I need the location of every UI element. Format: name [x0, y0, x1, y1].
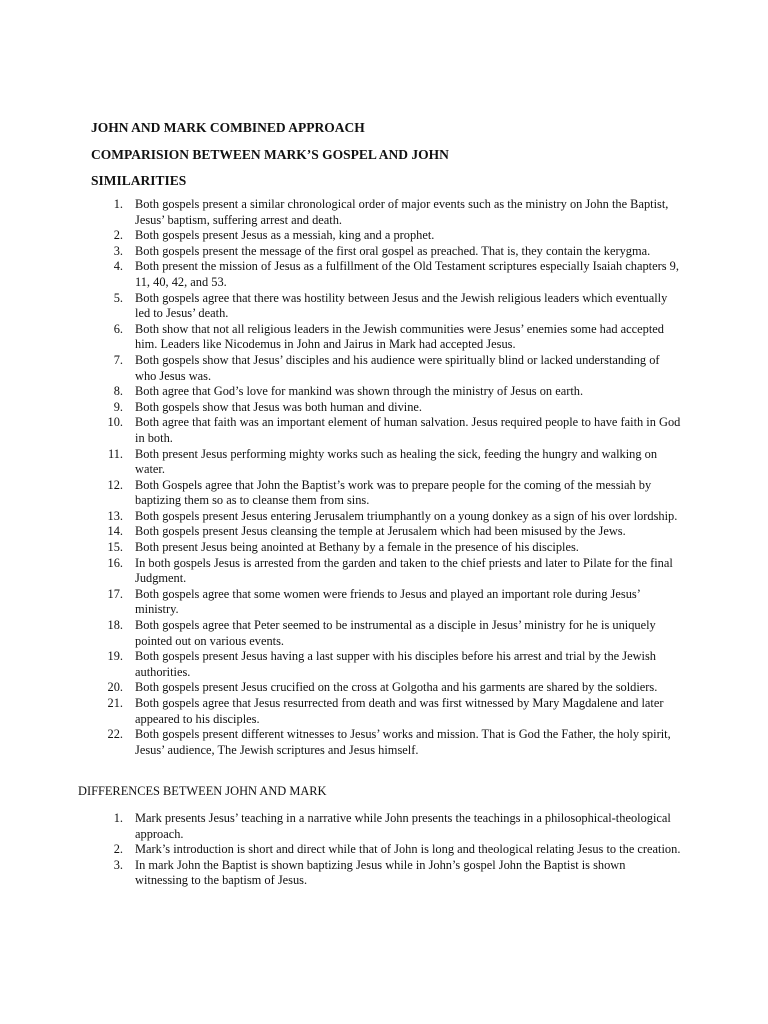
list-item: [91, 447, 681, 478]
list-item-number: 17.: [107, 586, 123, 601]
list-item: [91, 415, 681, 446]
list-item-number: 4.: [113, 259, 123, 274]
list-item: [91, 509, 681, 525]
section-heading-similarities: SIMILARITIES: [91, 173, 187, 188]
similarities-list: [91, 197, 681, 758]
list-item-text: Both present Jesus being anointed at Bethany by a female in the presence of his disciples.: [135, 540, 579, 555]
list-item-text: Both gospels present Jesus as a messiah, king and a prophet.: [135, 228, 435, 243]
list-item-number: 19.: [107, 649, 123, 664]
list-item: [91, 587, 681, 618]
list-item: [91, 842, 681, 858]
list-item: [91, 384, 681, 400]
list-item-text: Both gospels show that Jesus’ disciples and his audience were spiritually blind or lacked understanding of who Jesus was.: [135, 352, 660, 383]
list-item: [91, 197, 681, 228]
list-item-number: 1.: [113, 197, 123, 211]
list-item-text: Both gospels present a similar chronological order of major events such as the ministry on John the Baptist, Jesus’ baptism, suffering arrest and death.: [135, 197, 669, 227]
list-item-text: Both gospels present Jesus crucified on the cross at Golgotha and his garments are shared by the soldiers.: [135, 680, 658, 695]
list-item: [91, 291, 681, 322]
section-heading-differences: DIFFERENCES BETWEEN JOHN AND MARK: [78, 784, 327, 798]
list-item-number: 13.: [107, 508, 123, 523]
list-item-number: 22.: [107, 727, 123, 742]
list-item: [91, 259, 681, 290]
list-item-text: In both gospels Jesus is arrested from the garden and taken to the chief priests and later to Pilate for the final Judgment.: [135, 555, 673, 586]
list-item-text: Both gospels agree that some women were friends to Jesus and played an important role during Jesus’ ministry.: [135, 586, 640, 617]
list-item: [91, 680, 681, 696]
list-item-number: 16.: [107, 555, 123, 570]
list-item-number: 5.: [113, 290, 123, 305]
list-item-number: 6.: [113, 321, 123, 336]
list-item: [91, 524, 681, 540]
list-item-text: Both gospels show that Jesus was both human and divine.: [135, 399, 423, 414]
list-item-text: Both gospels agree that Peter seemed to be instrumental as a disciple in Jesus’ ministry for he is uniquely pointed out on various events.: [135, 618, 656, 648]
list-item-text: Mark’s introduction is short and direct while that of John is long and theological relating Jesus to the creation.: [135, 842, 681, 857]
list-item: [91, 696, 681, 727]
list-item-text: Both gospels present the message of the first oral gospel as preached. That is, they contain the kerygma.: [135, 243, 651, 258]
list-item-text: Both agree that faith was an important element of human salvation. Jesus required people to have faith in God in both.: [135, 415, 681, 445]
list-item-text: Both gospels present Jesus cleansing the temple at Jerusalem which had been misused by the Jews.: [135, 524, 626, 539]
list-item-text: Both show that not all religious leaders in the Jewish communities were Jesus’ enemies some had accepted him. Leaders like Nicodemus in John and Jairus in Mark had accepted Jesus.: [135, 321, 664, 352]
list-item-number: 2.: [113, 842, 123, 857]
document-title: JOHN AND MARK COMBINED APPROACH: [91, 120, 365, 135]
list-item-number: 1.: [113, 811, 123, 825]
list-item: [91, 478, 681, 509]
list-item-number: 11.: [107, 446, 123, 461]
list-item: [91, 858, 681, 889]
list-item-text: Both gospels agree that Jesus resurrected from death and was first witnessed by Mary Magdalene and later appeared to his disciples.: [135, 696, 664, 726]
list-item: [91, 244, 681, 260]
list-item-text: In mark John the Baptist is shown baptizing Jesus while in John’s gospel John the Baptist is shown witnessing to the baptism of Jesus.: [135, 857, 626, 888]
list-item-text: Both present the mission of Jesus as a fulfillment of the Old Testament scriptures especially Isaiah chapters 9, 11, 40, 42, and 53.: [135, 259, 679, 289]
differences-list: [91, 811, 681, 889]
list-item-number: 12.: [107, 477, 123, 492]
list-item: [91, 649, 681, 680]
list-item-number: 18.: [107, 618, 123, 633]
list-item-text: Both present Jesus performing mighty works such as healing the sick, feeding the hungry and walking on water.: [135, 446, 658, 477]
document-subtitle: COMPARISION BETWEEN MARK’S GOSPEL AND JOHN: [91, 147, 449, 162]
list-item: [91, 322, 681, 353]
list-item-number: 7.: [113, 352, 123, 367]
list-item-number: 3.: [113, 243, 123, 258]
list-item: [91, 556, 681, 587]
list-item-text: Mark presents Jesus’ teaching in a narrative while John presents the teachings in a philosophical-theological approach.: [135, 811, 671, 841]
list-item: [91, 400, 681, 416]
list-item: [91, 727, 681, 758]
list-item-number: 21.: [107, 696, 123, 710]
list-item-text: Both gospels present different witnesses to Jesus’ works and mission. That is God the Father, the holy spirit, Jesus’ audience, The Jewish scriptures and Jesus himself.: [135, 727, 671, 757]
list-item: [91, 811, 681, 842]
list-item-number: 14.: [107, 524, 123, 539]
list-item-text: Both agree that God’s love for mankind was shown through the ministry of Jesus on earth.: [135, 384, 584, 399]
list-item-number: 2.: [113, 228, 123, 243]
list-item-number: 8.: [113, 384, 123, 399]
list-item-text: Both gospels agree that there was hostility between Jesus and the Jewish religious leaders which eventually led to Jesus’ death.: [135, 290, 668, 321]
list-item-text: Both gospels present Jesus having a last supper with his disciples before his arrest and trial by the Jewish authorities.: [135, 649, 656, 679]
list-item-number: 9.: [113, 399, 123, 414]
list-item: [91, 540, 681, 556]
list-item: [91, 353, 681, 384]
list-item-number: 3.: [113, 857, 123, 872]
list-item-number: 20.: [107, 680, 123, 695]
list-item: [91, 228, 681, 244]
list-item-number: 10.: [107, 415, 123, 430]
list-item-text: Both gospels present Jesus entering Jerusalem triumphantly on a young donkey as a sign of his over lordship.: [135, 508, 678, 523]
list-item: [91, 618, 681, 649]
list-item-number: 15.: [107, 540, 123, 555]
list-item-text: Both Gospels agree that John the Baptist’s work was to prepare people for the coming of the messiah by baptizing them so as to cleanse them from sins.: [135, 477, 652, 508]
